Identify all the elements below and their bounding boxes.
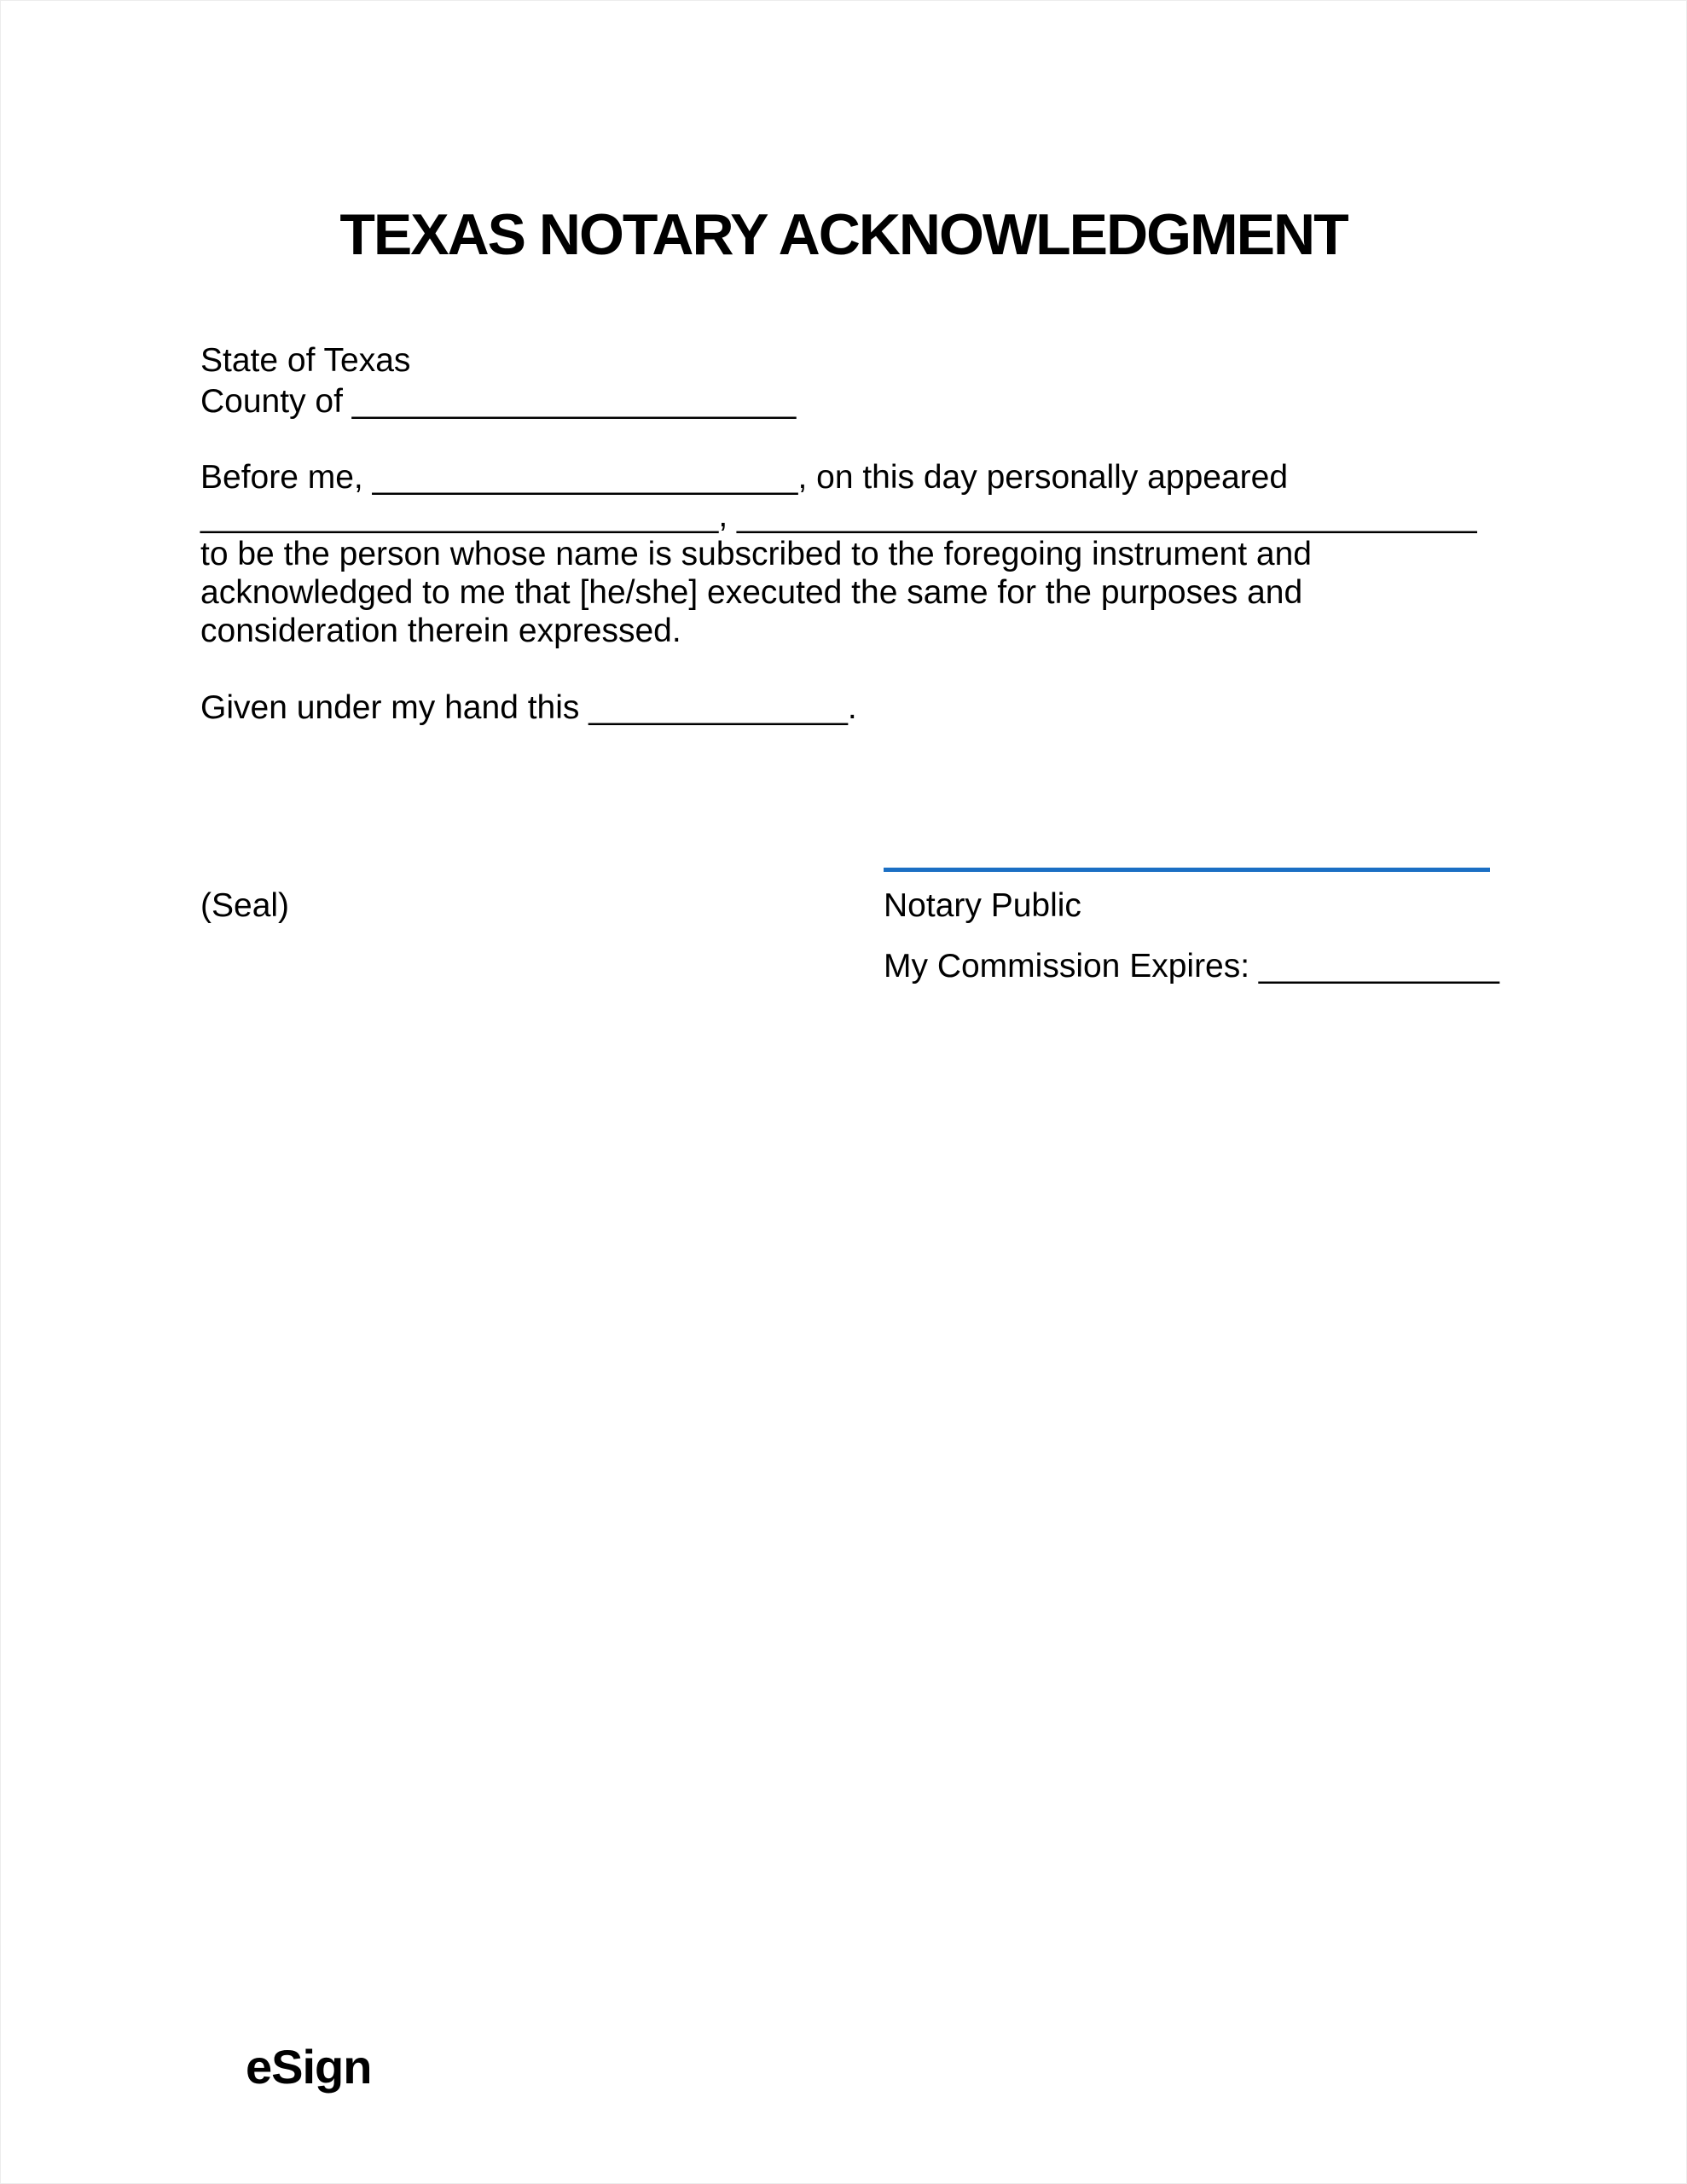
paragraph-line-before-me: Before me, _______________________, on this day personally appeared [200, 459, 1289, 496]
county-of-line: County of ________________________ [200, 383, 797, 420]
paragraph-line-consideration: consideration therein expressed. [200, 613, 681, 649]
seal-label: (Seal) [200, 887, 290, 924]
state-of-texas-line: State of Texas [200, 342, 411, 379]
document-title: TEXAS NOTARY ACKNOWLEDGMENT [339, 202, 1348, 267]
paragraph-line-acknowledged: acknowledged to me that [he/she] executed the same for the purposes and [200, 574, 1303, 611]
commission-expires-line: My Commission Expires: _____________ [884, 948, 1499, 985]
notary-signature-line[interactable] [884, 868, 1490, 872]
paragraph-line-subscribed: to be the person whose name is subscribed to the foregoing instrument and [200, 536, 1312, 572]
esign-logo: eSign [246, 2040, 372, 2094]
paragraph-line-name-blanks: ____________________________, ________________________________________ [200, 497, 1477, 534]
acknowledgment-paragraph [200, 458, 1477, 650]
venue-block [200, 340, 796, 422]
notary-public-label: Notary Public [884, 887, 1081, 924]
given-under-hand-line: Given under my hand this ______________. [200, 689, 857, 726]
